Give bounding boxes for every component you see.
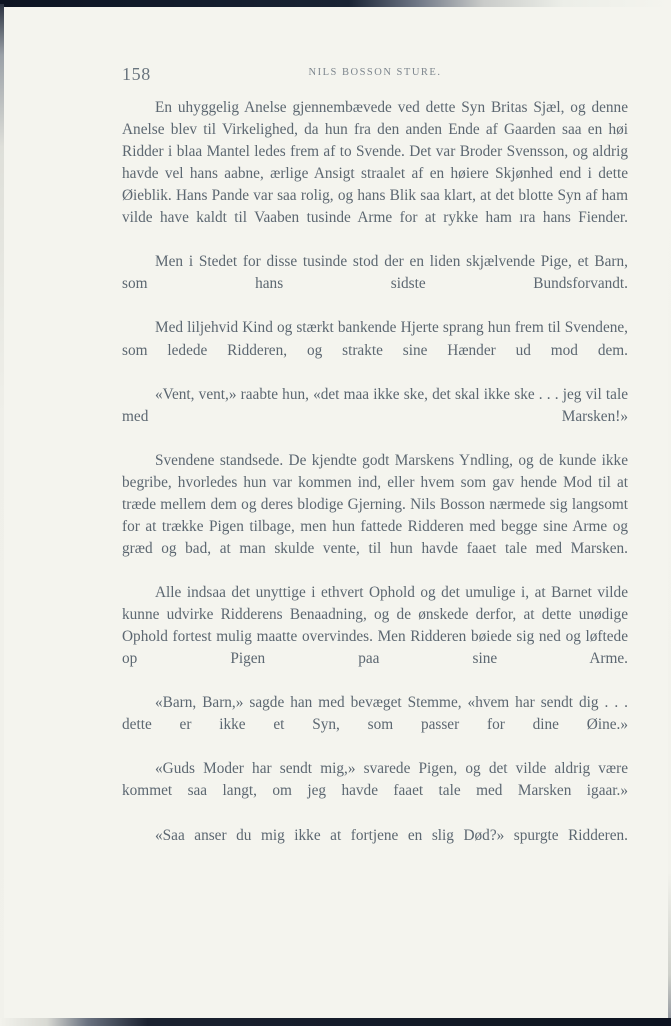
scan-edge-bottom bbox=[0, 1018, 671, 1026]
paragraph: En uhyggelig Anelse gjennembævede ved dette Syn Britas Sjæl, og denne Anelse blev til Virkelighed, da hun fra den anden Ende af Gaarden saa en høi Ridder i blaa Mantel ledes frem af to Svende. Det var Broder Svensson, og aldrig havde vel hans aabne, ærlige Ansigt straalet af en høiere Skjønhed end i dette Øieblik. Hans Pande var saa rolig, og hans Blik saa klart, at det blotte Syn af ham vilde have kaldt til Vaaben tusinde Arme for at rykke ham ıra hans Fiender. bbox=[122, 99, 628, 227]
paragraph: Men i Stedet for disse tusinde stod der en liden skjælvende Pige, et Barn, som hans sidste Bundsforvandt. bbox=[122, 253, 628, 293]
paragraph: Alle indsaa det unyttige i ethvert Ophold og det umulige i, at Barnet vilde kunne udvirke Ridderens Benaadning, og de ønskede derfor, at dette unødige Ophold fortest mulig maatte overvindes. Men Ridderen bøiede sig ned og løftede op Pigen paa sine Arme. bbox=[122, 584, 628, 668]
paragraph: Med liljehvid Kind og stærkt bankende Hjerte sprang hun frem til Svendene, som ledede Ridderen, og strakte sine Hænder ud mod dem. bbox=[122, 319, 628, 359]
paragraph: «Guds Moder har sendt mig,» svarede Pigen, og det vilde aldrig være kommet saa langt, om jeg havde faaet tale med Marsken igaar.» bbox=[122, 760, 628, 800]
paragraph: Svendene standsede. De kjendte godt Marskens Yndling, og de kunde ikke begribe, hvorledes hun var kommen ind, eller hvem som gav hende Mod til at træde mellem dem og deres blodige Gjerning. Nils Bosson nærmede sig langsomt for at trække Pigen tilbage, men hun fattede Ridderen med begge sine Arme og græd og bad, at man skulde vente, til hun havde faaet tale med Marsken. bbox=[122, 451, 628, 557]
paragraph: «Vent, vent,» raabte hun, «det maa ikke ske, det skal ikke ske . . . jeg vil tale med Marsken!» bbox=[122, 385, 628, 425]
page-number: 158 bbox=[122, 64, 151, 84]
paragraph: «Barn, Barn,» sagde han med bevæget Stemme, «hvem har sendt dig . . . dette er ikke et Syn, som passer for dine Øine.» bbox=[122, 694, 628, 734]
running-header bbox=[122, 64, 628, 82]
body-text-block bbox=[122, 97, 628, 869]
paragraph: «Saa anser du mig ikke at fortjene en slig Død?» spurgte Ridderen. bbox=[155, 826, 628, 844]
scan-edge-top bbox=[0, 0, 671, 7]
running-head-title: NILS BOSSON STURE. bbox=[308, 67, 442, 78]
scan-edge-left bbox=[0, 4, 4, 1026]
